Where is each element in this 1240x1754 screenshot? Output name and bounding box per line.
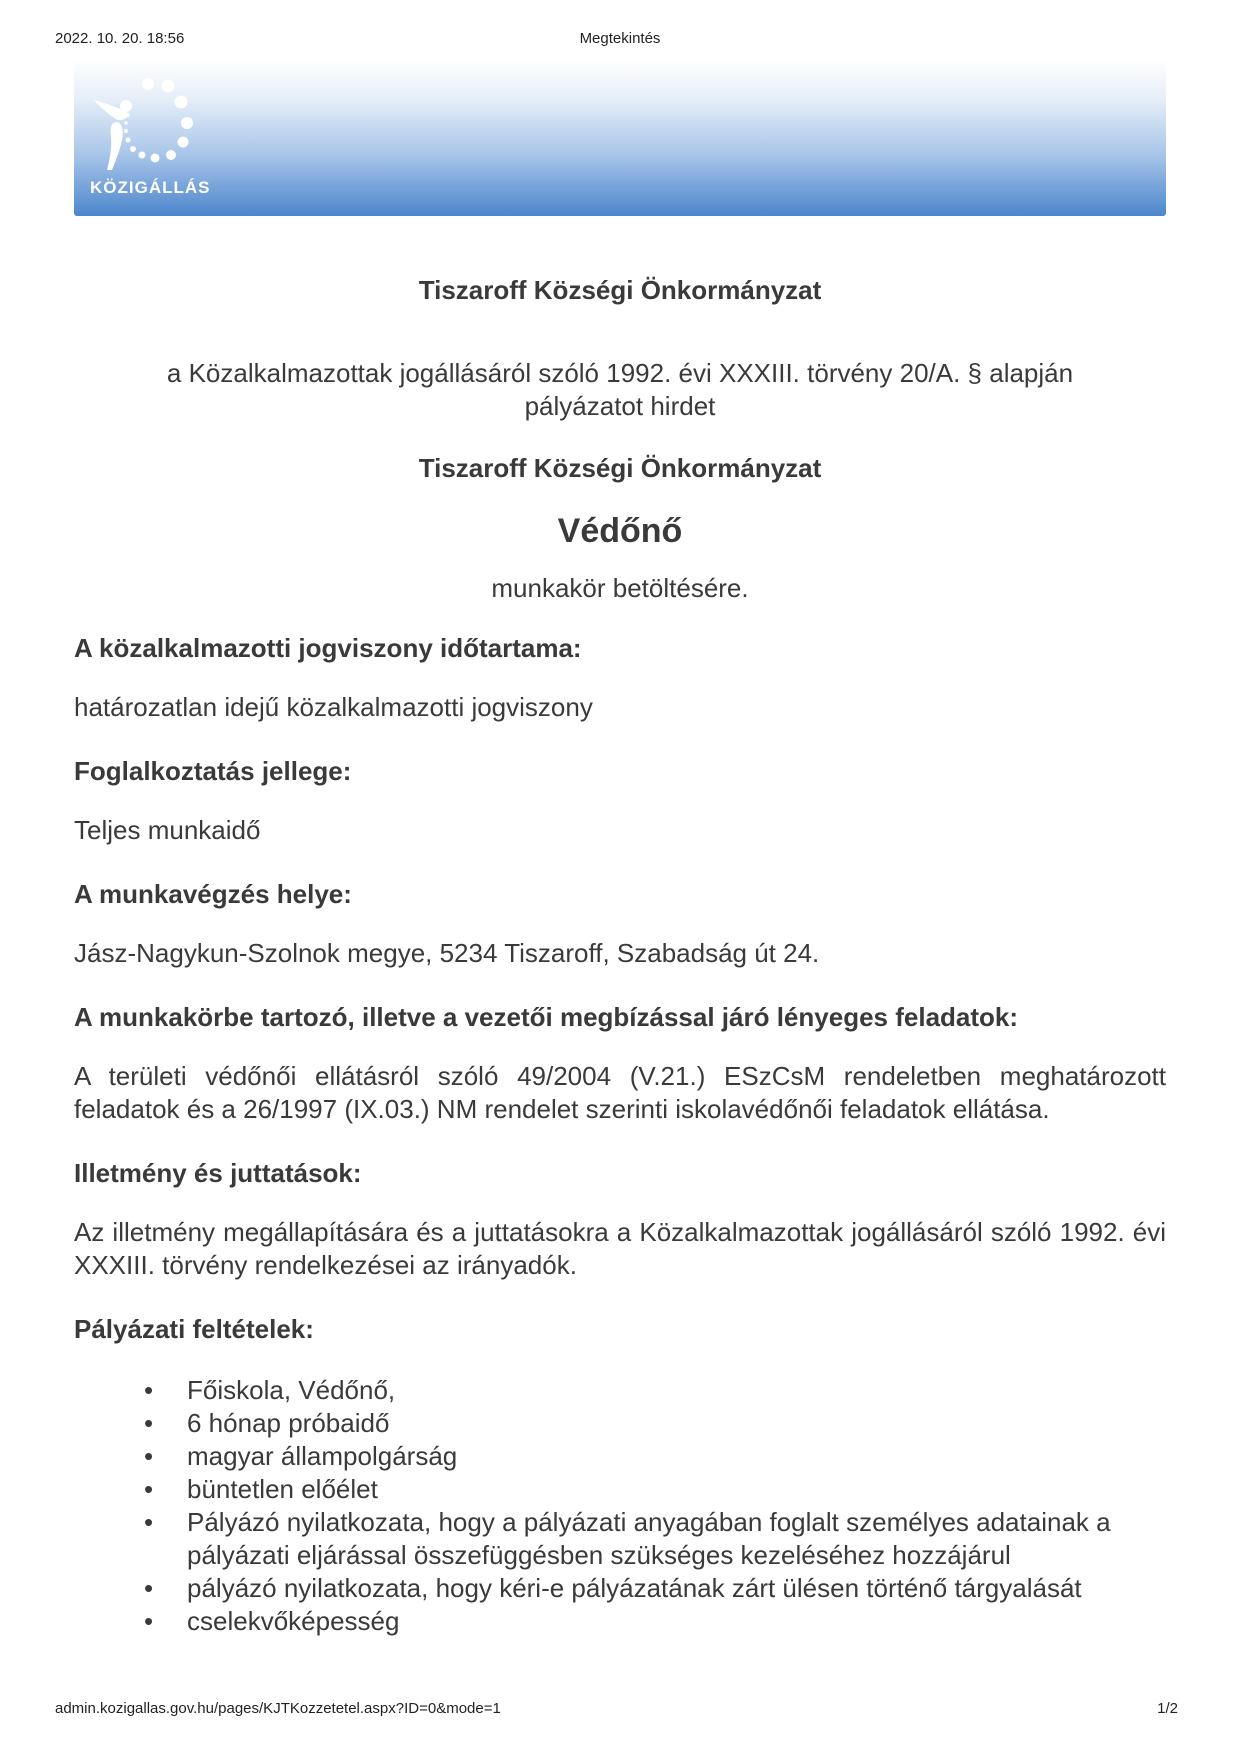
job-subtitle: munkakör betöltésére. <box>491 573 749 603</box>
page-url: admin.kozigallas.gov.hu/pages/KJTKozzetetel.aspx?ID=0&mode=1 <box>55 1700 501 1717</box>
section-text-employment: Teljes munkaidő <box>74 815 261 845</box>
print-title: Megtekintés <box>579 30 661 47</box>
section-title-duration: A közalkalmazotti jogviszony időtartama: <box>74 633 582 663</box>
print-header <box>0 30 1240 54</box>
job-title: Védőnő <box>557 512 683 550</box>
organization-name: Tiszaroff Községi Önkormányzat <box>418 275 822 305</box>
list-item: • Pályázó nyilatkozata, hogy a pályázati anyagában foglalt személyes adatainak a pályázati eljárással összefüggésben szükséges kezeléséhez hozzájárul <box>144 1506 1166 1572</box>
section-text-duties: A területi védőnői ellátásról szóló 49/2004 (V.21.) ESzCsM rendeletben meghatározott feladatok és a 26/1997 (IX.03.) NM rendelet szerinti iskolavédőnői feladatok ellátása. <box>74 1061 1166 1124</box>
organization-name-repeat: Tiszaroff Községi Önkormányzat <box>418 453 822 483</box>
intro-text: a Közalkalmazottak jogállásáról szóló 1992. évi XXXIII. törvény 20/A. § alapján pályázatot hirdet <box>166 358 1074 421</box>
section-title-duties: A munkakörbe tartozó, illetve a vezetői megbízással járó lényeges feladatok: <box>74 1002 1019 1032</box>
section-text-duration: határozatlan idejű közalkalmazotti jogviszony <box>74 692 593 722</box>
section-text-location: Jász-Nagykun-Szolnok megye, 5234 Tiszaroff, Szabadság út 24. <box>74 938 820 968</box>
job-posting <box>74 260 1166 1638</box>
list-item: • 6 hónap próbaidő <box>144 1407 1166 1440</box>
print-footer <box>0 1700 1240 1724</box>
header-banner <box>74 60 1166 216</box>
list-item: • pályázó nyilatkozata, hogy kéri-e pályázatának zárt ülésen történő tárgyalását <box>144 1572 1166 1605</box>
section-title-requirements: Pályázati feltételek: <box>74 1314 314 1344</box>
page-number: 1/2 <box>1157 1700 1178 1717</box>
section-title-location: A munkavégzés helye: <box>74 879 352 909</box>
list-item: • cselekvőképesség <box>144 1605 1166 1638</box>
section-title-employment: Foglalkoztatás jellege: <box>74 756 352 786</box>
logo-text: KÖZIGÁLLÁS <box>90 178 211 197</box>
section-title-salary: Illetmény és juttatások: <box>74 1158 362 1188</box>
requirements-list <box>74 1374 1166 1638</box>
list-item: • büntetlen előélet <box>144 1473 1166 1506</box>
list-item: • magyar állampolgárság <box>144 1440 1166 1473</box>
section-text-salary: Az illetmény megállapítására és a juttatásokra a Közalkalmazottak jogállásáról szóló 1992. évi XXXIII. törvény rendelkezései az irányadók. <box>74 1217 1166 1280</box>
list-item: • Főiskola, Védőnő, <box>144 1374 1166 1407</box>
print-datetime: 2022. 10. 20. 18:56 <box>55 30 185 47</box>
